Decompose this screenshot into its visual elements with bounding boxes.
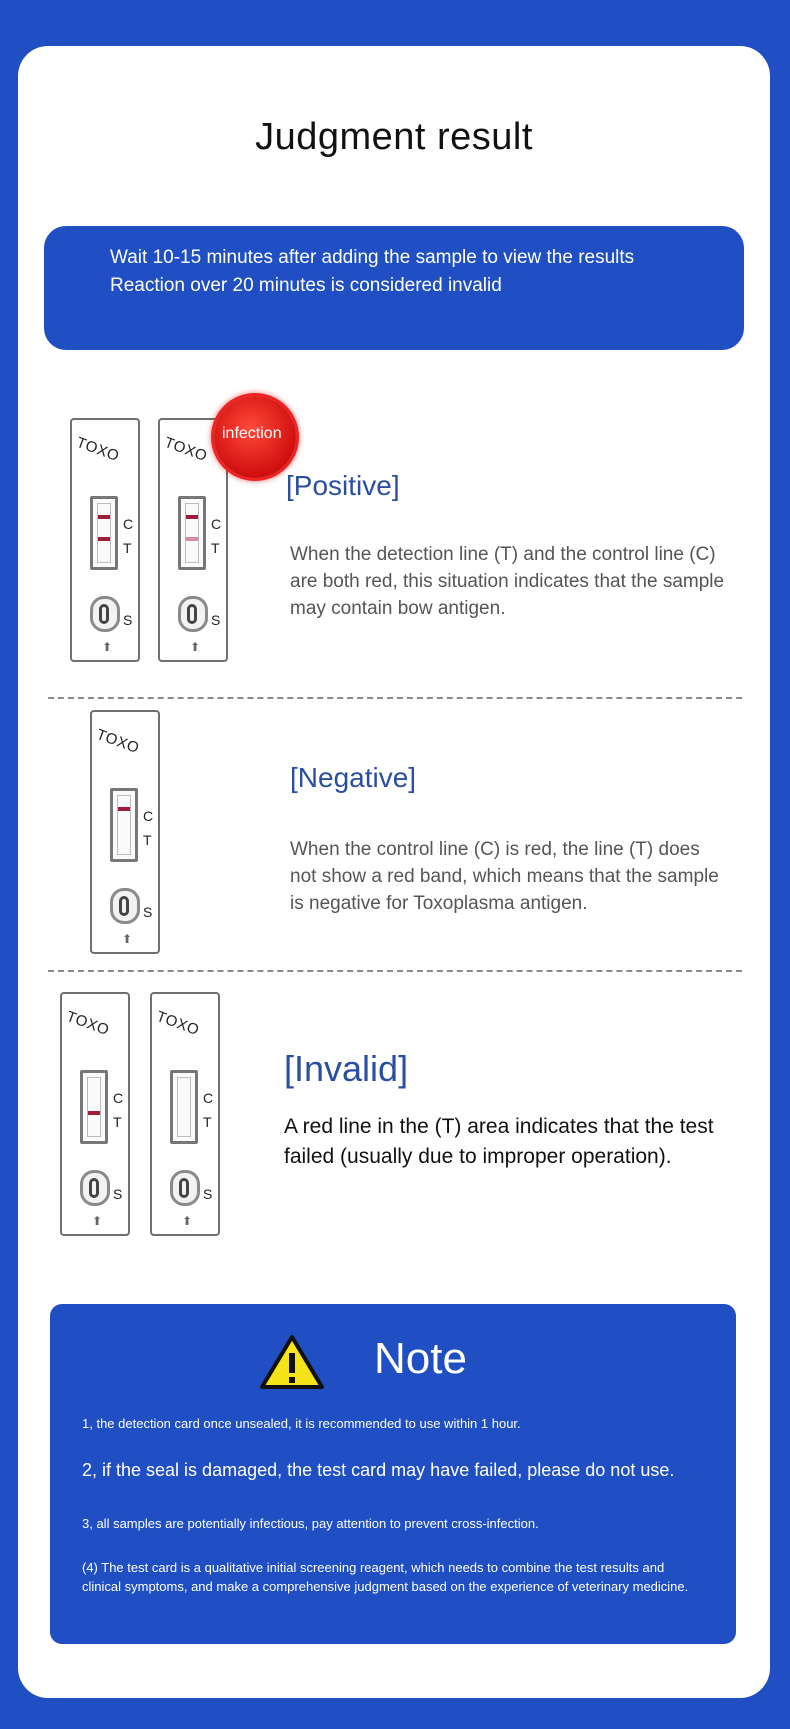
s-label: S <box>211 612 221 628</box>
s-label: S <box>143 904 153 920</box>
control-line <box>98 515 110 519</box>
sample-well <box>80 1170 110 1206</box>
positive-description: When the detection line (T) and the control line (C) are both red, this situation indicates that the sample may contain bow antigen. <box>290 544 725 619</box>
negative-description: When the control line (C) is red, the line (T) does not show a red band, which means that the sample is negative for Toxoplasma antigen. <box>290 839 719 914</box>
t-label: T <box>113 1114 122 1130</box>
note-item: (4) The test card is a qualitative initial screening reagent, which needs to combine the test results and clinical symptoms, and make a comprehensive judgment based on the experience of veterinary medicine. <box>82 1560 689 1594</box>
divider <box>48 697 742 699</box>
arrow-up-icon: ⬆ <box>122 932 133 946</box>
c-label: C <box>203 1090 214 1106</box>
sample-well <box>170 1170 200 1206</box>
note-item: 3, all samples are potentially infectious, pay attention to prevent cross-infection. <box>82 1516 539 1531</box>
result-window <box>90 496 118 570</box>
divider <box>48 970 742 972</box>
result-window <box>170 1070 198 1144</box>
test-line <box>98 537 110 541</box>
result-window <box>80 1070 108 1144</box>
c-label: C <box>113 1090 124 1106</box>
positive-heading: [Positive] <box>286 470 400 501</box>
arrow-up-icon: ⬆ <box>182 1214 193 1228</box>
note-item: 2, if the seal is damaged, the test card may have failed, please do not use. <box>82 1460 675 1480</box>
result-window <box>110 788 138 862</box>
test-strip-invalid-2 <box>150 992 220 1236</box>
t-label: T <box>211 540 220 556</box>
test-line <box>88 1111 100 1115</box>
result-window <box>178 496 206 570</box>
test-strip-negative <box>90 710 160 954</box>
t-label: T <box>143 832 152 848</box>
s-label: S <box>203 1186 213 1202</box>
s-label: S <box>123 612 133 628</box>
t-label: T <box>123 540 132 556</box>
arrow-up-icon: ⬆ <box>190 640 201 654</box>
sample-well <box>110 888 140 924</box>
strip-brand: TOXO <box>154 1008 202 1040</box>
strip-brand: TOXO <box>64 1008 112 1040</box>
infection-seal-icon <box>214 396 296 478</box>
seal-text: infection <box>222 425 282 442</box>
c-label: C <box>211 516 222 532</box>
arrow-up-icon: ⬆ <box>92 1214 103 1228</box>
control-line <box>186 515 198 519</box>
arrow-up-icon: ⬆ <box>102 640 113 654</box>
strip-brand: TOXO <box>162 434 210 466</box>
content-card <box>18 46 770 1698</box>
test-strip-positive-1 <box>70 418 140 662</box>
warning-icon <box>260 1334 324 1390</box>
c-label: C <box>143 808 154 824</box>
strip-brand: TOXO <box>74 434 122 466</box>
test-strip-invalid-1 <box>60 992 130 1236</box>
control-line <box>118 807 130 811</box>
sample-well <box>178 596 208 632</box>
sample-well <box>90 596 120 632</box>
invalid-description: A red line in the (T) area indicates that the test failed (usually due to improper operation). <box>284 1115 714 1168</box>
note-title: Note <box>374 1334 467 1383</box>
page-title: Judgment result <box>255 116 533 158</box>
t-label: T <box>203 1114 212 1130</box>
note-item: 1, the detection card once unsealed, it is recommended to use within 1 hour. <box>82 1416 521 1431</box>
s-label: S <box>113 1186 123 1202</box>
banner-text: Wait 10-15 minutes after adding the sample to view the results Reaction over 20 minutes is considered invalid <box>110 247 635 296</box>
negative-heading: [Negative] <box>290 762 417 793</box>
test-line-faint <box>186 537 198 541</box>
c-label: C <box>123 516 134 532</box>
info-banner <box>44 226 744 350</box>
invalid-heading: [Invalid] <box>284 1048 409 1089</box>
strip-brand: TOXO <box>94 726 142 758</box>
note-box <box>50 1304 736 1644</box>
